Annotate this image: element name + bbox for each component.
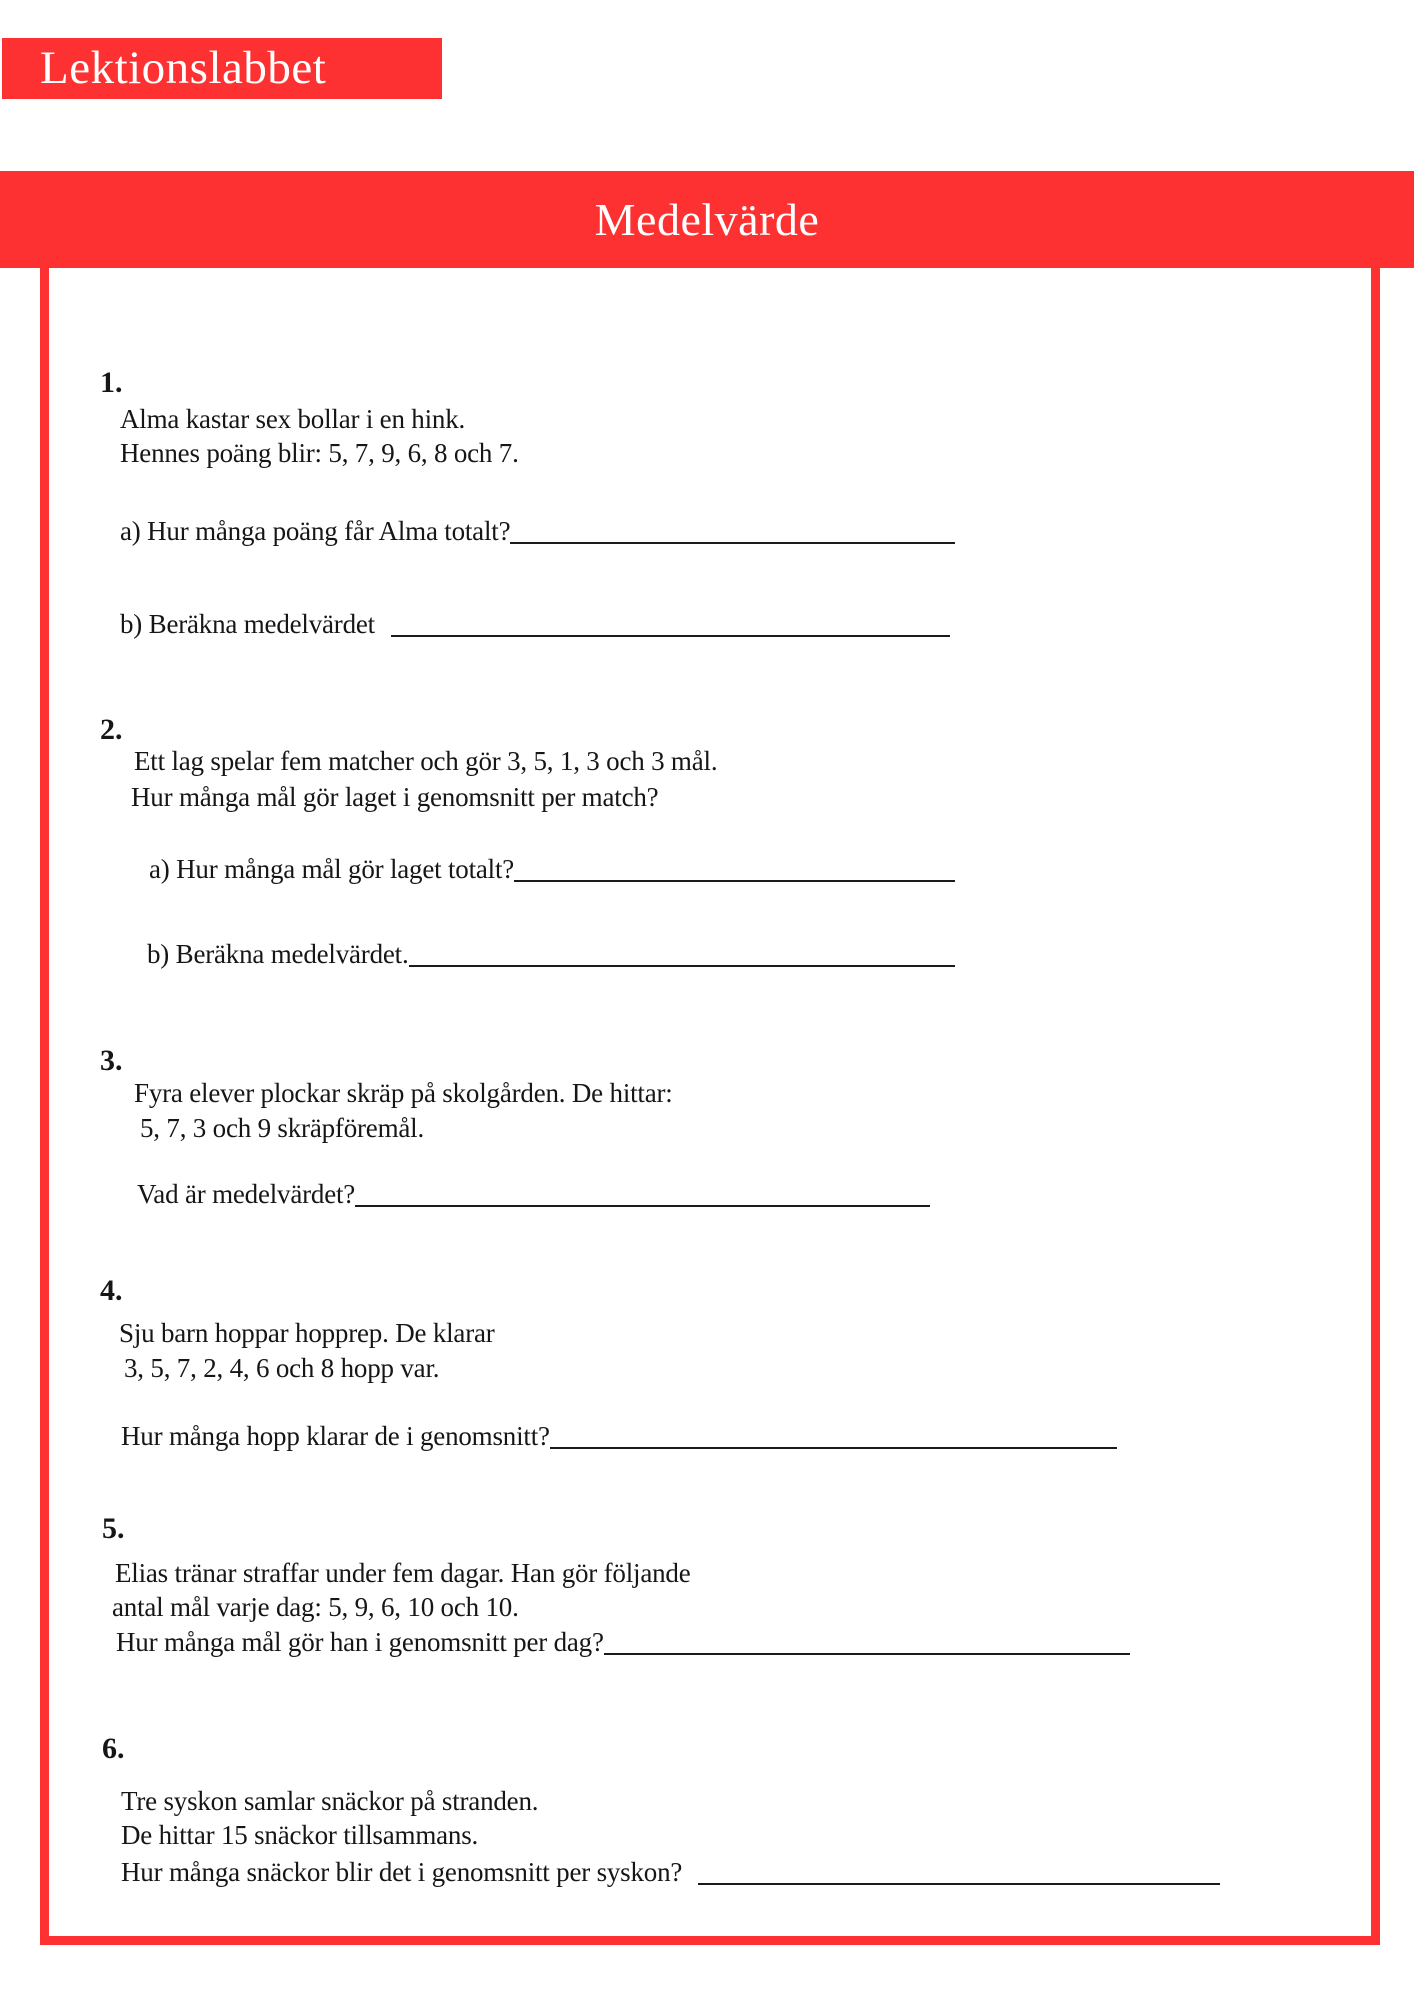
question-4-part-label: Hur många hopp klarar de i genomsnitt? — [121, 1421, 550, 1451]
question-5-number: 5. — [102, 1512, 125, 1545]
question-3-answer-blank — [355, 1205, 930, 1207]
brand-name: Lektionslabbet — [40, 42, 327, 94]
question-5-answer-blank — [604, 1653, 1130, 1655]
question-4-line-1: Sju barn hoppar hopprep. De klarar — [119, 1318, 495, 1348]
question-3-line-2: 5, 7, 3 och 9 skräpföremål. — [140, 1113, 425, 1143]
question-5-part — [116, 1624, 1130, 1659]
question-1-number: 1. — [100, 366, 123, 399]
question-1-line-2: Hennes poäng blir: 5, 7, 9, 6, 8 och 7. — [120, 438, 519, 468]
question-6-answer-blank — [698, 1883, 1220, 1885]
brand-logo — [2, 38, 442, 99]
question-2-part-b-label: b) Beräkna medelvärdet. — [147, 939, 409, 969]
question-2-part-a-answer-blank — [514, 880, 955, 882]
question-5-part-label: Hur många mål gör han i genomsnitt per dag? — [116, 1627, 604, 1657]
question-3-part-label: Vad är medelvärdet? — [137, 1179, 356, 1209]
question-1-line-1: Alma kastar sex bollar i en hink. — [120, 404, 466, 434]
question-4-part — [121, 1418, 1117, 1453]
question-4-number: 4. — [100, 1274, 123, 1307]
title-band — [0, 171, 1414, 268]
question-4-answer-blank — [550, 1447, 1117, 1449]
question-1-part-a-answer-blank — [510, 542, 955, 544]
question-6-number: 6. — [102, 1732, 125, 1765]
question-4-line-2: 3, 5, 7, 2, 4, 6 och 8 hopp var. — [124, 1353, 440, 1383]
question-3-part — [137, 1176, 930, 1211]
question-2-part-a — [149, 851, 955, 886]
question-3-line-1: Fyra elever plockar skräp på skolgården. De hittar: — [134, 1078, 673, 1108]
question-5-line-2: antal mål varje dag: 5, 9, 6, 10 och 10. — [112, 1592, 519, 1622]
page-title: Medelvärde — [594, 194, 820, 245]
question-5-line-1: Elias tränar straffar under fem dagar. Han gör följande — [115, 1558, 691, 1588]
question-2-number: 2. — [100, 713, 123, 746]
question-3-number: 3. — [100, 1044, 123, 1077]
question-1-part-b-label: b) Beräkna medelvärdet — [120, 609, 375, 639]
question-2-part-b — [147, 936, 955, 971]
question-6-part — [121, 1854, 1220, 1889]
question-6-part-label: Hur många snäckor blir det i genomsnitt per syskon? — [121, 1857, 683, 1887]
question-6-line-2: De hittar 15 snäckor tillsammans. — [121, 1820, 479, 1850]
question-1-part-b-answer-blank — [391, 635, 950, 637]
question-2-part-b-answer-blank — [409, 965, 955, 967]
question-2-line-1: Ett lag spelar fem matcher och gör 3, 5, 1, 3 och 3 mål. — [134, 746, 718, 776]
question-1-part-b — [120, 606, 950, 641]
question-2-part-a-label: a) Hur många mål gör laget totalt? — [149, 854, 515, 884]
question-2-line-2: Hur många mål gör laget i genomsnitt per match? — [131, 782, 659, 812]
question-1-part-a — [120, 513, 955, 548]
question-1-part-a-label: a) Hur många poäng får Alma totalt? — [120, 516, 511, 546]
question-6-line-1: Tre syskon samlar snäckor på stranden. — [121, 1786, 539, 1816]
